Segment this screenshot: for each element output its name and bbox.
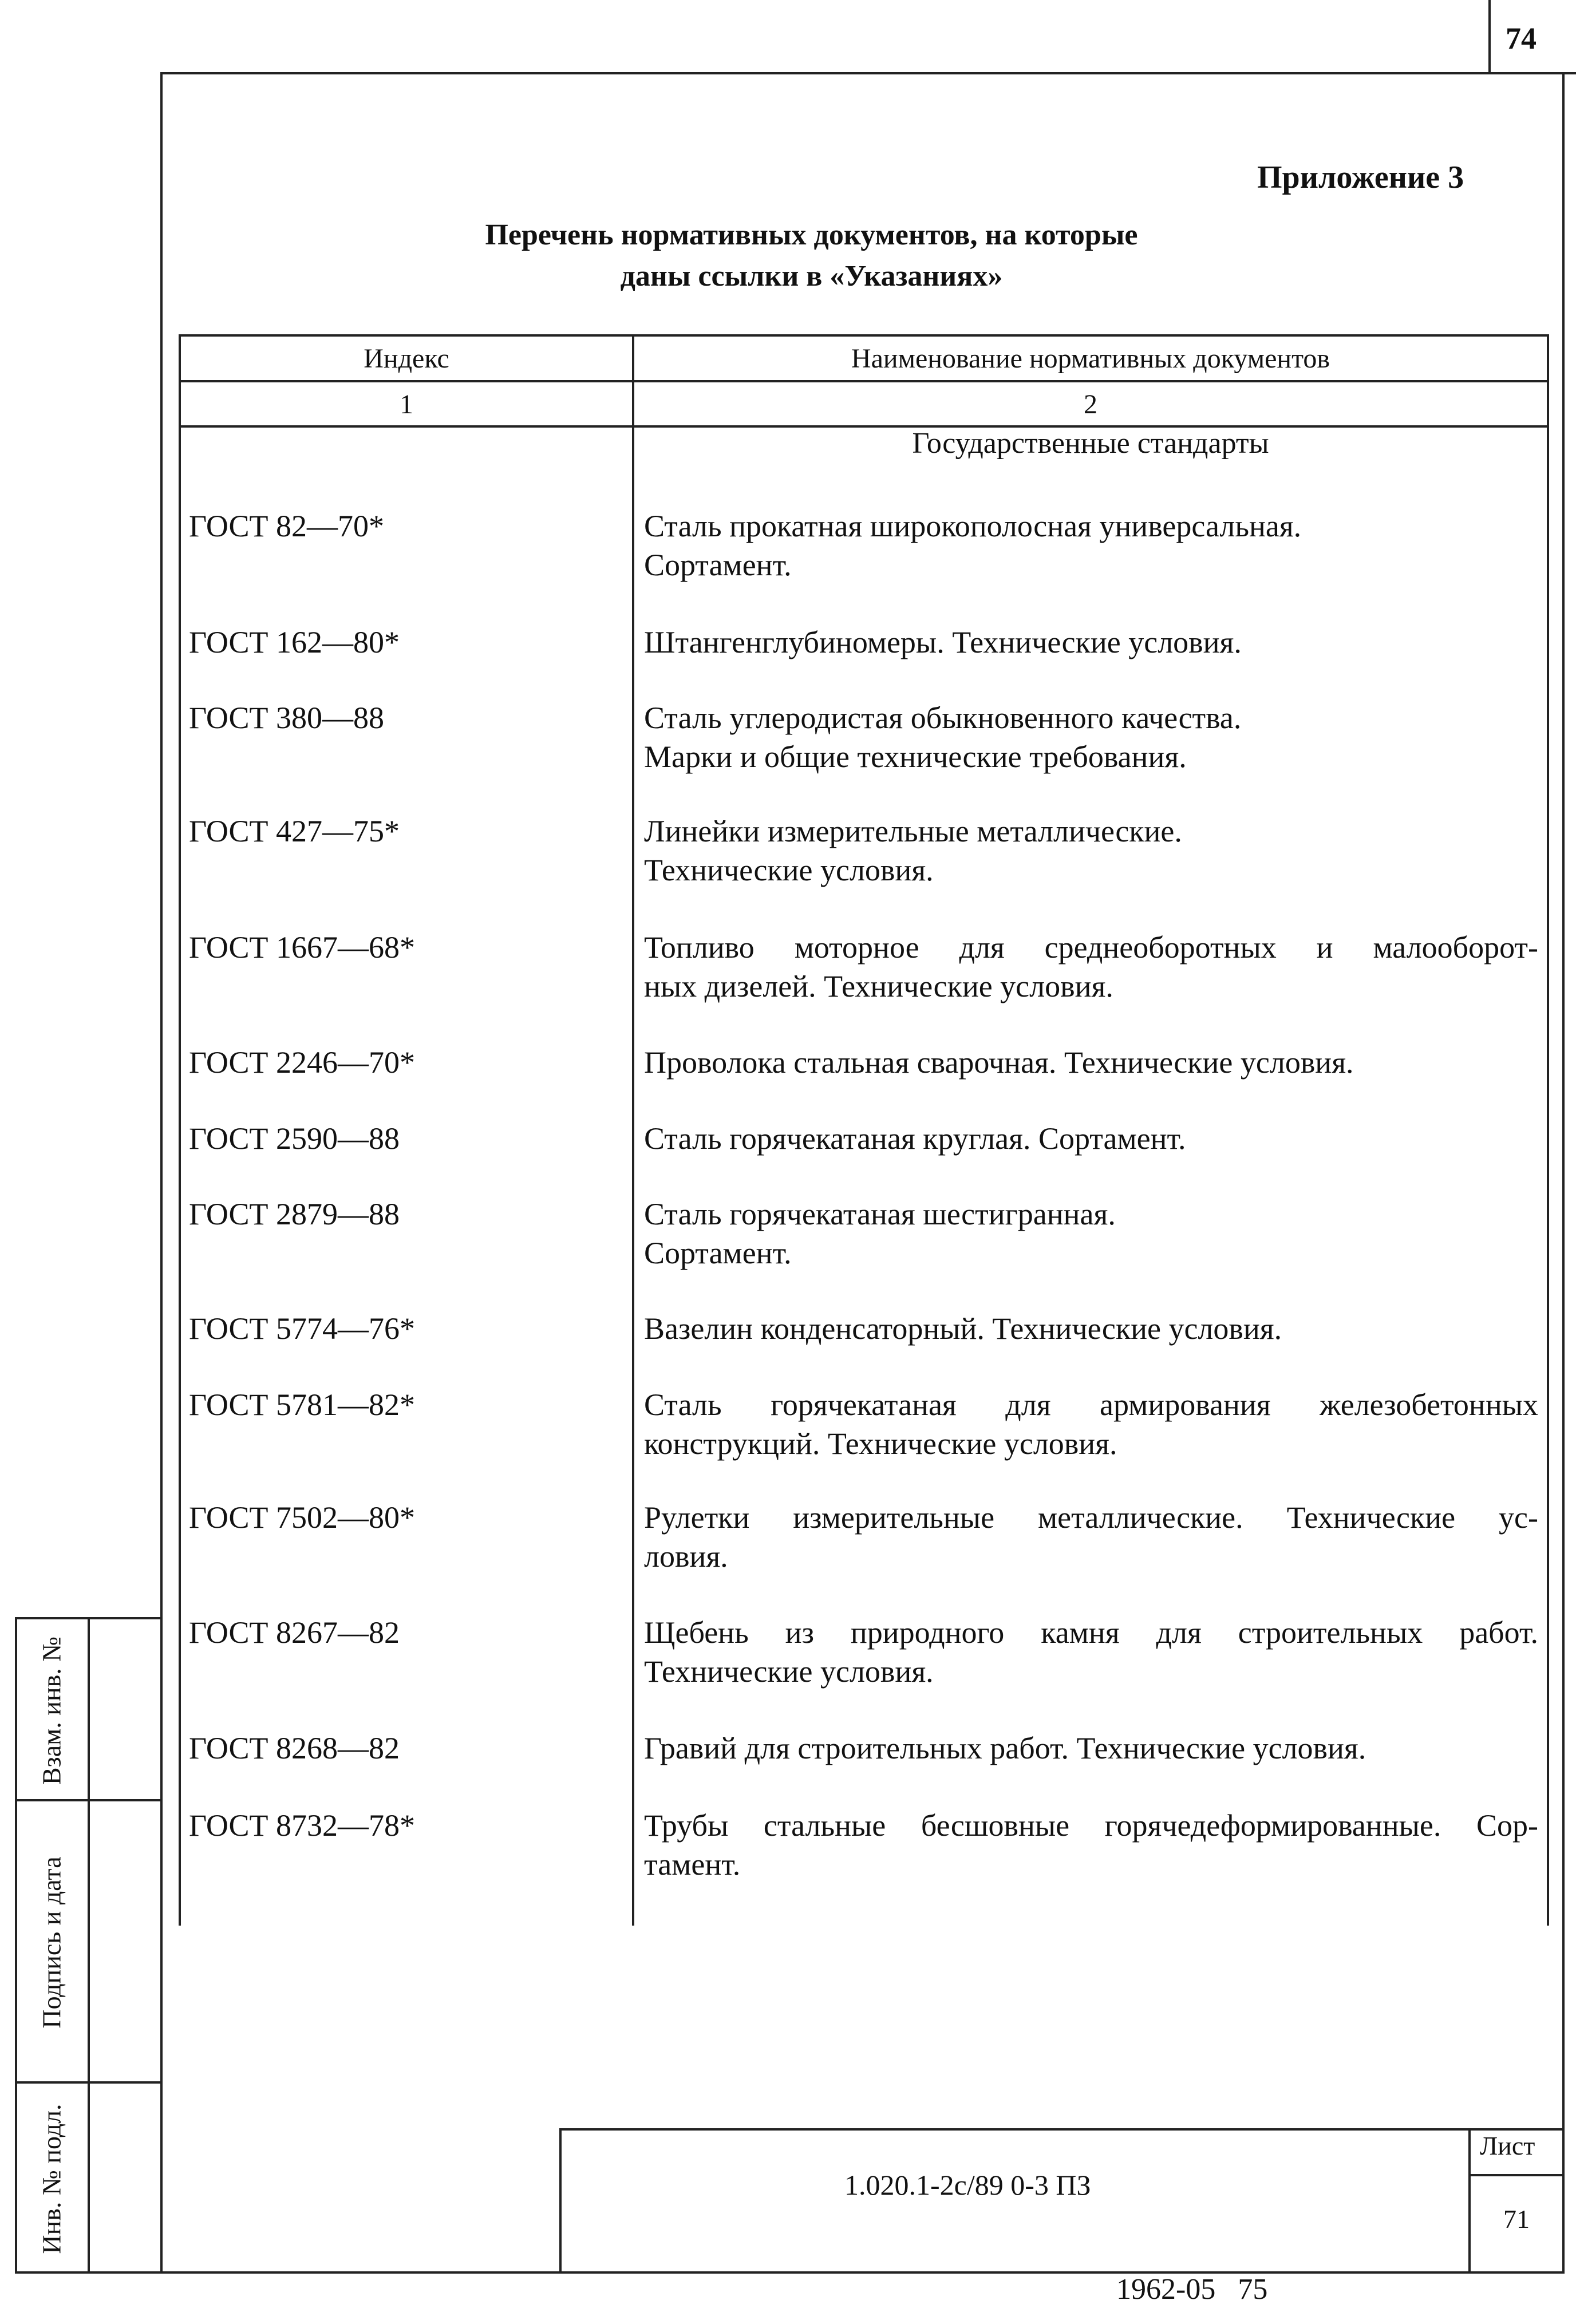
row-name-line: Сталь углеродистая обыкновенного качества. <box>644 701 1242 735</box>
stamp-sheet-label-border <box>1468 2174 1565 2176</box>
row-index: ГОСТ 5781—82* <box>189 1388 416 1422</box>
row-name-line: Технические условия. <box>644 853 934 887</box>
sheet-number: 71 <box>1503 2204 1530 2234</box>
footer-code: 1962-05 75 <box>1116 2273 1268 2306</box>
row-index: ГОСТ 8732—78* <box>189 1808 416 1843</box>
column-number-2: 2 <box>1084 389 1097 420</box>
page-number: 74 <box>1506 21 1536 56</box>
row-name <box>644 1043 1538 1082</box>
row-name <box>644 1729 1538 1768</box>
row-index: ГОСТ 1667—68* <box>189 930 416 965</box>
frame-bottom <box>15 2271 1565 2274</box>
row-index: ГОСТ 82—70* <box>189 509 385 543</box>
document-code: 1.020.1-2с/89 0-3 ПЗ <box>844 2169 1091 2201</box>
frame-left <box>160 72 163 2274</box>
row-name-line: Сталь горячекатаная шестигранная. <box>644 1197 1116 1231</box>
appendix-label: Приложение 3 <box>1257 160 1464 195</box>
frame-top <box>160 72 1494 74</box>
stamp-left-border <box>559 2128 562 2274</box>
row-name <box>644 1309 1538 1348</box>
row-name-line: Рулетки измерительные металлические. Технические ус- <box>644 1500 1538 1535</box>
row-name <box>644 698 1538 776</box>
row-name-line: Топливо моторное для среднеоборотных и малооборот- <box>644 930 1538 965</box>
side-stamp-left <box>15 1618 17 2274</box>
table-left-border <box>179 334 181 1926</box>
column-number-1: 1 <box>400 389 413 420</box>
row-name <box>644 1119 1538 1158</box>
row-name <box>644 1806 1538 1884</box>
row-name-line: Технические условия. <box>644 1654 934 1689</box>
header-index: Индекс <box>364 343 449 374</box>
table-column-divider <box>632 334 634 1926</box>
row-name-line: Вазелин конденсаторный. Технические условия. <box>644 1311 1282 1346</box>
row-name-line: тамент. <box>644 1847 741 1882</box>
title-line-1: Перечень нормативных документов, на которые <box>485 219 1138 251</box>
row-name-line: Сталь прокатная широкополосная универсальная. <box>644 509 1302 543</box>
title-line-2: даны ссылки в «Указаниях» <box>620 260 1003 293</box>
side-stamp-sep-2 <box>15 2081 163 2084</box>
stamp-sheet-divider <box>1468 2128 1471 2274</box>
row-index: ГОСТ 2879—88 <box>189 1197 400 1231</box>
row-name <box>644 1613 1538 1691</box>
row-name-line: Гравий для строительных работ. Технические условия. <box>644 1731 1366 1765</box>
row-name <box>644 623 1538 662</box>
frame-right <box>1562 72 1565 2274</box>
row-name-line: Линейки измерительные металлические. <box>644 814 1182 848</box>
row-name-line: Проволока стальная сварочная. Технические условия. <box>644 1045 1354 1080</box>
row-name-line: Трубы стальные бесшовные горячедеформированные. Сор- <box>644 1808 1538 1843</box>
header-name: Наименование нормативных документов <box>851 343 1330 374</box>
row-name-line: Сталь горячекатаная круглая. Сортамент. <box>644 1121 1186 1156</box>
row-name-line: ловия. <box>644 1539 728 1574</box>
row-index: ГОСТ 380—88 <box>189 701 385 735</box>
row-name <box>644 812 1538 890</box>
table-right-border <box>1547 334 1549 1926</box>
row-name <box>644 928 1538 1006</box>
section-title: Государственные стандарты <box>912 427 1269 460</box>
row-name <box>644 507 1538 584</box>
row-name <box>644 1385 1538 1463</box>
row-index: ГОСТ 8268—82 <box>189 1731 400 1765</box>
row-name-line: Сортамент. <box>644 548 792 582</box>
row-name-line: Сортамент. <box>644 1236 792 1270</box>
side-label-original-inventory: Инв. № подл. <box>37 2104 66 2254</box>
document-title <box>366 215 1257 297</box>
row-name <box>644 1498 1538 1576</box>
row-index: ГОСТ 427—75* <box>189 814 400 848</box>
side-label-signature: Подпись и дата <box>37 1856 66 2029</box>
row-index: ГОСТ 5774—76* <box>189 1311 416 1346</box>
row-index: ГОСТ 2590—88 <box>189 1121 400 1156</box>
side-label-replacement: Взам. инв. № <box>37 1636 66 1785</box>
row-name-line: ных дизелей. Технические условия. <box>644 969 1113 1003</box>
sheet-label: Лист <box>1480 2131 1535 2160</box>
row-name-line: Щебень из природного камня для строительных работ. <box>644 1615 1538 1650</box>
side-stamp-divider <box>88 1618 90 2274</box>
row-name <box>644 1195 1538 1272</box>
row-name-line: Сталь горячекатаная для армирования железобетонных <box>644 1388 1538 1422</box>
row-name-line: конструкций. Технические условия. <box>644 1426 1117 1461</box>
row-name-line: Марки и общие технические требования. <box>644 740 1187 774</box>
row-index: ГОСТ 162—80* <box>189 625 400 659</box>
row-index: ГОСТ 8267—82 <box>189 1615 400 1650</box>
page-number-box-left <box>1488 0 1491 74</box>
row-name-line: Штангенглубиномеры. Технические условия. <box>644 625 1242 659</box>
row-index: ГОСТ 7502—80* <box>189 1500 416 1535</box>
row-index: ГОСТ 2246—70* <box>189 1045 416 1080</box>
stamp-top-border <box>559 2128 1565 2131</box>
